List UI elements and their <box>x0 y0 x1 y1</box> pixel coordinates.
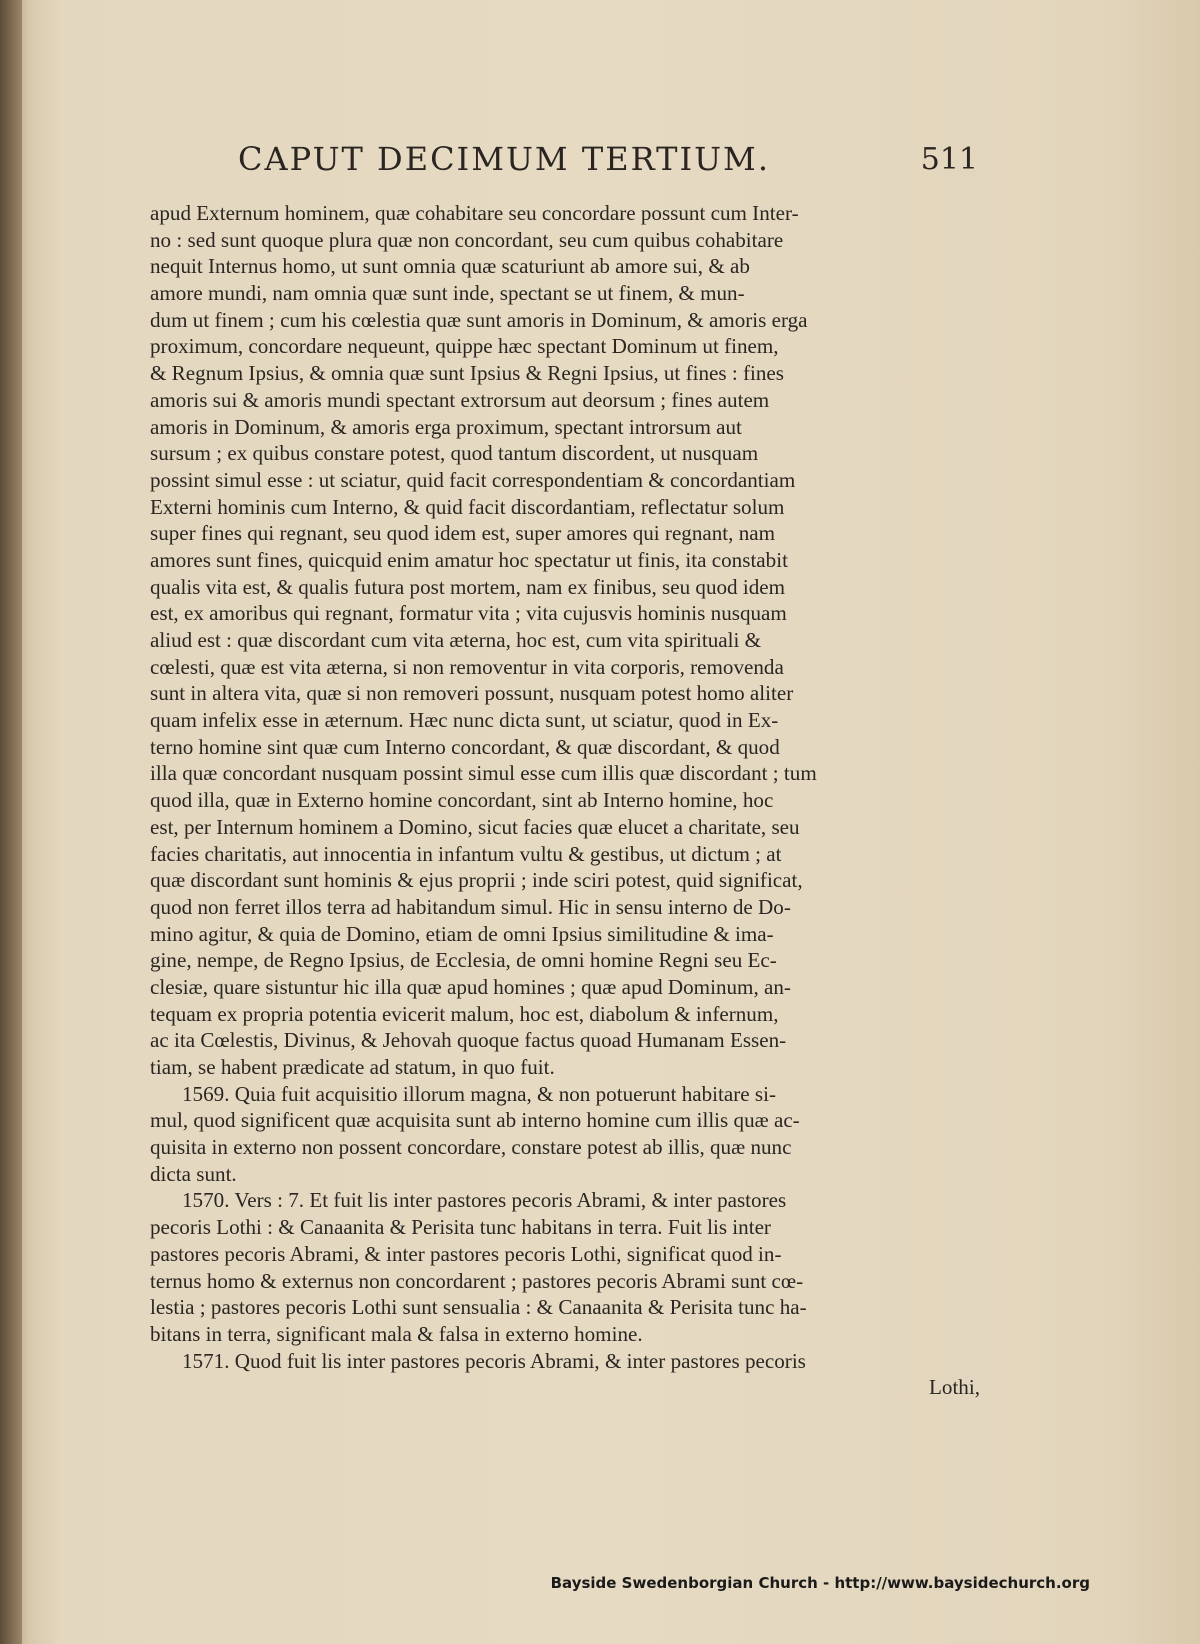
page-number: 511 <box>920 142 978 177</box>
text-line: gine, nempe, de Regno Ipsius, de Ecclesia, de omni homine Regni seu Ec- <box>150 948 777 973</box>
paragraph-1570-start: 1570. Vers : 7. Et fuit lis inter pastores pecoris Abrami, & inter pastores <box>182 1188 787 1213</box>
text-line: quod illa, quæ in Externo homine concordant, sint ab Interno homine, hoc <box>150 788 774 813</box>
text-line: qualis vita est, & qualis futura post mortem, nam ex finibus, seu quod idem <box>150 574 786 599</box>
paragraph-1571-start: 1571. Quod fuit lis inter pastores pecoris Abrami, & inter pastores pecoris <box>182 1348 806 1373</box>
text-line: quæ discordant sunt hominis & ejus proprii ; inde sciri potest, quid significat, <box>150 868 803 893</box>
text-line: ternus homo & externus non concordarent ; pastores pecoris Abrami sunt cœ- <box>150 1268 804 1293</box>
text-line: no : sed sunt quoque plura quæ non concordant, seu cum quibus cohabitare <box>150 227 784 252</box>
text-line: quisita in externo non possent concordare, constare potest ab illis, quæ nunc <box>150 1135 792 1160</box>
text-line: bitans in terra, significant mala & falsa in externo homine. <box>150 1321 643 1346</box>
text-line: super fines qui regnant, seu quod idem est, super amores qui regnant, nam <box>150 521 776 546</box>
text-line: tiam, se habent prædicate ad statum, in quo fuit. <box>150 1055 555 1079</box>
text-line: quod non ferret illos terra ad habitandum simul. Hic in sensu interno de Do- <box>150 894 791 919</box>
text-line: facies charitatis, aut innocentia in infantum vultu & gestibus, ut dictum ; at <box>150 841 782 866</box>
text-line: aliud est : quæ discordant cum vita æterna, hoc est, cum vita spirituali & <box>150 628 762 652</box>
text-line: sunt in altera vita, quæ si non removeri possunt, nusquam potest homo aliter <box>150 681 794 706</box>
text-line: est, per Internum hominem a Domino, sicut facies quæ elucet a charitate, seu <box>150 814 800 839</box>
text-line: dum ut finem ; cum his cœlestia quæ sunt amoris in Dominum, & amoris erga <box>150 307 808 332</box>
paragraph-1569-start: 1569. Quia fuit acquisitio illorum magna, & non potuerunt habitare si- <box>182 1081 777 1106</box>
watermark-caption: Bayside Swedenborgian Church - http://www.baysidechurch.org <box>550 1574 1090 1592</box>
text-line: sursum ; ex quibus constare potest, quod tantum discordent, ut nusquam <box>150 441 759 466</box>
body-text <box>150 200 980 1401</box>
text-line: proximum, concordare nequeunt, quippe hæc spectant Dominum ut finem, <box>150 334 779 359</box>
text-line: amores sunt fines, quicquid enim amatur hoc spectatur ut finis, ita constabit <box>150 547 788 572</box>
text-line: pecoris Lothi : & Canaanita & Perisita tunc habitans in terra. Fuit lis inter <box>150 1215 771 1240</box>
page-binding-shadow <box>0 0 22 1644</box>
page-header <box>238 140 978 184</box>
text-line: est, ex amoribus qui regnant, formatur vita ; vita cujusvis hominis nusquam <box>150 601 787 626</box>
text-line: amore mundi, nam omnia quæ sunt inde, spectant se ut finem, & mun- <box>150 281 745 306</box>
text-line: ac ita Cœlestis, Divinus, & Jehovah quoque factus quoad Humanam Essen- <box>150 1028 787 1053</box>
running-title: CAPUT DECIMUM TERTIUM. <box>238 140 770 178</box>
text-line: amoris sui & amoris mundi spectant extrorsum aut deorsum ; fines autem <box>150 387 770 412</box>
text-line: Externi hominis cum Interno, & quid facit discordantiam, reflectatur solum <box>150 494 785 519</box>
text-line: tequam ex propria potentia evicerit malum, hoc est, diabolum & infernum, <box>150 1001 779 1026</box>
text-line: terno homine sint quæ cum Interno concordant, & quæ discordant, & quod <box>150 734 780 759</box>
text-line: possint simul esse : ut sciatur, quid facit correspondentiam & concordantiam <box>150 467 796 492</box>
text-line: pastores pecoris Abrami, & inter pastores pecoris Lothi, significat quod in- <box>150 1241 782 1266</box>
catchword: Lothi, <box>929 1375 980 1400</box>
text-line: dicta sunt. <box>150 1161 237 1186</box>
text-line: & Regnum Ipsius, & omnia quæ sunt Ipsius & Regni Ipsius, ut fines : fines <box>150 361 784 386</box>
text-line: nequit Internus homo, ut sunt omnia quæ scaturiunt ab amore sui, & ab <box>150 254 750 279</box>
text-line: mul, quod significent quæ acquisita sunt ab interno homine cum illis quæ ac- <box>150 1108 800 1133</box>
text-line: illa quæ concordant nusquam possint simul esse cum illis quæ discordant ; tum <box>150 761 817 786</box>
text-line: clesiæ, quare sistuntur hic illa quæ apud homines ; quæ apud Dominum, an- <box>150 974 791 999</box>
text-line: quam infelix esse in æternum. Hæc nunc dicta sunt, ut sciatur, quod in Ex- <box>150 708 779 733</box>
text-line: cœlesti, quæ est vita æterna, si non removentur in vita corporis, removenda <box>150 654 784 679</box>
text-line: mino agitur, & quia de Domino, etiam de omni Ipsius similitudine & ima- <box>150 921 774 946</box>
text-line: amoris in Dominum, & amoris erga proximum, spectant introrsum aut <box>150 414 742 439</box>
text-line: apud Externum hominem, quæ cohabitare seu concordare possunt cum Inter- <box>150 201 799 225</box>
text-line: lestia ; pastores pecoris Lothi sunt sensualia : & Canaanita & Perisita tunc ha- <box>150 1295 807 1320</box>
